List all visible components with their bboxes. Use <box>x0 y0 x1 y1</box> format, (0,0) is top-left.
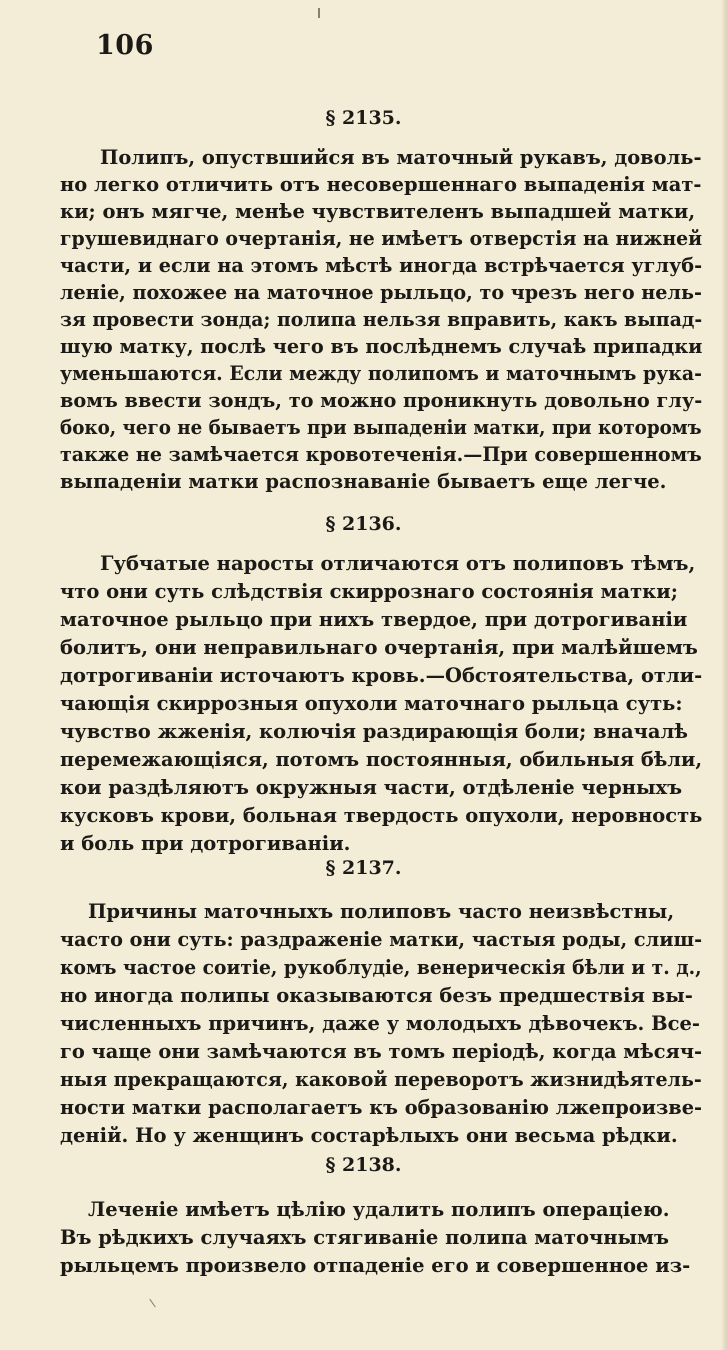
text-line: но иногда полипы оказываются безъ предшествія вы- <box>60 984 693 1007</box>
section-heading: § 2137. <box>325 857 402 879</box>
text-line: зя провести зонда; полипа нельзя вправить, какъ выпад- <box>60 308 703 331</box>
text-line: болитъ, они неправильнаго очертанія, при малѣйшемъ <box>60 636 698 659</box>
text-line: Леченіе имѣетъ цѣлію удалить полипъ операціею. <box>88 1198 670 1221</box>
text-line: леніе, похожее на маточное рыльцо, то чрезъ него нель- <box>60 281 702 304</box>
text-line: грушевиднаго очертанія, не имѣетъ отверстія на нижней <box>60 227 703 250</box>
text-line: ныя прекращаются, каковой переворотъ жизнидѣятель- <box>60 1068 702 1091</box>
text-line: вомъ ввести зондъ, то можно проникнуть довольно глу- <box>60 389 703 412</box>
text-line: уменьшаются. Если между полипомъ и маточнымъ рука- <box>60 362 702 385</box>
section-heading: § 2135. <box>325 107 402 129</box>
text-line: но легко отличить отъ несовершеннаго выпаденія мат- <box>60 173 702 196</box>
text-line: деній. Но у женщинъ состарѣлыхъ они весьма рѣдки. <box>60 1124 678 1147</box>
text-line: Въ рѣдкихъ случаяхъ стягиваніе полипа маточнымъ <box>60 1226 669 1249</box>
text-line: ности матки располагаетъ къ образованію лжепроизве- <box>60 1096 703 1119</box>
paper-speck <box>318 8 320 18</box>
text-line: дотрогиваніи источаютъ кровь.—Обстоятельства, отли- <box>60 664 703 687</box>
text-line: численныхъ причинъ, даже у молодыхъ дѣвочекъ. Все- <box>60 1012 700 1035</box>
text-line: выпаденіи матки распознаваніе бываетъ еще легче. <box>60 470 667 493</box>
text-line: комъ частое соитіе, рукоблудіе, венерическія бѣли и т. д., <box>60 956 702 979</box>
page-edge-shadow <box>721 0 727 1350</box>
text-line: Причины маточныхъ полиповъ часто неизвѣстны, <box>88 900 675 923</box>
text-line: кусковъ крови, больная твердость опухоли, неровность <box>60 804 703 827</box>
text-line: рыльцемъ произвело отпаденіе его и совершенное из- <box>60 1254 691 1277</box>
text-line: кои раздѣляютъ окружныя части, отдѣленіе черныхъ <box>60 776 683 799</box>
text-line: Губчатые наросты отличаются отъ полиповъ тѣмъ, <box>100 552 696 575</box>
paper-speck <box>149 1299 156 1308</box>
text-line: ки; онъ мягче, менѣе чувствителенъ выпадшей матки, <box>60 200 696 223</box>
text-line: и боль при дотрогиваніи. <box>60 832 351 855</box>
text-line: чувство жженія, колючія раздирающія боли; вначалѣ <box>60 720 688 743</box>
text-line: перемежающіяся, потомъ постоянныя, обильныя бѣли, <box>60 748 703 771</box>
text-line: Полипъ, опуствшийся въ маточный рукавъ, доволь- <box>100 146 702 169</box>
text-line: части, и если на этомъ мѣстѣ иногда встрѣчается углуб- <box>60 254 703 277</box>
section-heading: § 2136. <box>325 513 402 535</box>
text-line: чающія скиррозныя опухоли маточнаго рыльца суть: <box>60 692 683 715</box>
text-line: что они суть слѣдствія скиррознаго состоянія матки; <box>60 580 678 603</box>
text-line: го чаще они замѣчаются въ томъ періодѣ, когда мѣсяч- <box>60 1040 703 1063</box>
text-line: часто они суть: раздраженіе матки, частыя роды, слиш- <box>60 928 703 951</box>
section-heading: § 2138. <box>325 1154 402 1176</box>
text-line: шую матку, послѣ чего въ послѣднемъ случаѣ припадки <box>60 335 703 358</box>
text-line: боко, чего не бываетъ при выпаденіи матки, при которомъ <box>60 416 702 439</box>
text-line: маточное рыльцо при нихъ твердое, при дотрогиваніи <box>60 608 688 631</box>
page-number: 106 <box>96 30 154 61</box>
text-line: также не замѣчается кровотеченія.—При совершенномъ <box>60 443 702 466</box>
